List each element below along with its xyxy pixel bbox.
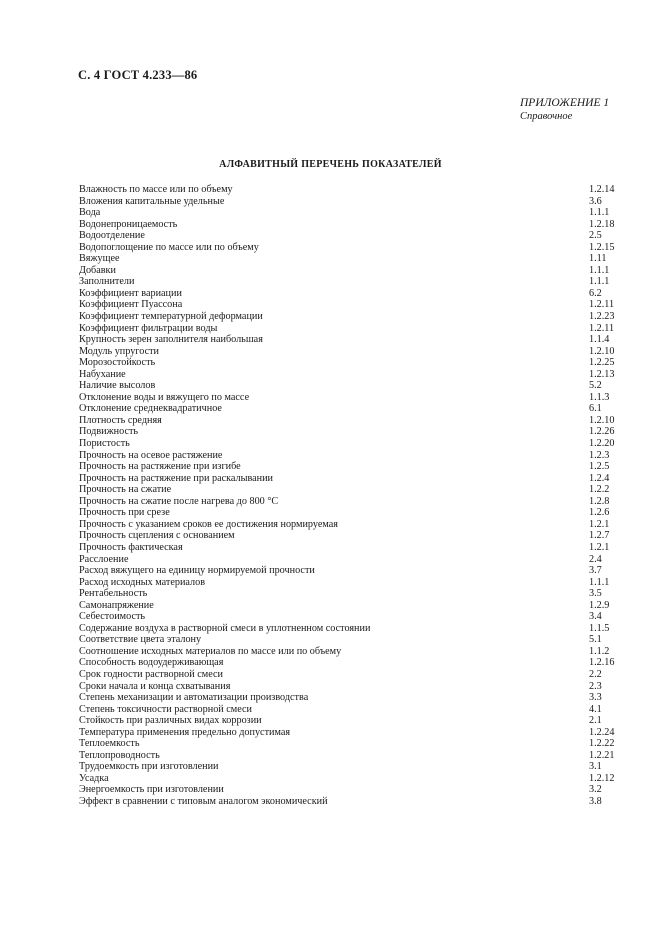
entry-name: Вложения капитальные удельные — [79, 195, 225, 207]
entry-code: 1.2.10 — [589, 345, 615, 357]
entry-name: Коэффициент температурной деформации — [79, 311, 263, 323]
entry-code: 4.1 — [589, 703, 602, 715]
entry-code: 1.2.25 — [589, 357, 615, 369]
list-item — [79, 288, 639, 300]
entry-name: Усадка — [79, 772, 109, 784]
entry-name: Содержание воздуха в растворной смеси в уплотненном состоянии — [79, 622, 371, 634]
entry-code: 1.2.26 — [589, 426, 615, 438]
list-item — [79, 207, 639, 219]
entry-name: Коэффициент Пуассона — [79, 299, 183, 311]
entry-name: Теплоемкость — [79, 738, 140, 750]
entry-name: Прочность на осевое растяжение — [79, 449, 223, 461]
entry-name: Отклонение среднеквадратичное — [79, 403, 222, 415]
entry-name: Соответствие цвета эталону — [79, 634, 202, 646]
entry-name: Отклонение воды и вяжущего по массе — [79, 391, 250, 403]
entry-name: Прочность на растяжение при изгибе — [79, 461, 241, 473]
entry-code: 1.2.22 — [589, 738, 615, 750]
page-title: АЛФАВИТНЫЙ ПЕРЕЧЕНЬ ПОКАЗАТЕЛЕЙ — [219, 159, 442, 170]
entry-code: 3.5 — [589, 588, 602, 600]
list-item — [79, 657, 639, 669]
list-item — [79, 496, 639, 508]
list-item — [79, 426, 639, 438]
entry-code: 3.2 — [589, 784, 602, 796]
list-item — [79, 438, 639, 450]
list-item — [79, 507, 639, 519]
entry-name: Себестоимость — [79, 611, 146, 623]
entry-name: Эффект в сравнении с типовым аналогом экономический — [79, 795, 328, 807]
list-item — [79, 253, 639, 265]
entry-code: 1.2.7 — [589, 530, 610, 542]
list-item — [79, 646, 639, 658]
entry-code: 1.2.2 — [589, 484, 610, 496]
entry-name: Сроки начала и конца схватывания — [79, 680, 231, 692]
index-list — [79, 184, 639, 808]
entry-name: Подвижность — [79, 426, 139, 438]
entry-name: Водоотделение — [79, 230, 145, 242]
list-item — [79, 727, 639, 739]
entry-code: 1.2.1 — [589, 541, 610, 553]
entry-code: 2.3 — [589, 680, 602, 692]
entry-code: 1.2.9 — [589, 599, 610, 611]
entry-code: 3.6 — [589, 195, 602, 207]
entry-code: 1.2.1 — [589, 518, 610, 530]
list-item — [79, 554, 639, 566]
list-item — [79, 681, 639, 693]
list-item — [79, 461, 639, 473]
entry-code: 1.11 — [589, 253, 607, 265]
entry-code: 1.1.4 — [589, 334, 610, 346]
entry-code: 1.2.14 — [589, 184, 615, 195]
entry-name: Прочность при срезе — [79, 507, 170, 519]
entry-name: Прочность с указанием сроков ее достижения нормируемая — [79, 518, 338, 530]
entry-code: 1.2.15 — [589, 241, 615, 253]
list-item — [79, 242, 639, 254]
entry-name: Расслоение — [79, 553, 129, 565]
appendix-label-block — [520, 97, 609, 123]
list-item — [79, 184, 639, 196]
list-item — [79, 796, 639, 808]
entry-code: 3.4 — [589, 611, 602, 623]
entry-code: 1.2.23 — [589, 311, 615, 323]
entry-name: Степень механизации и автоматизации производства — [79, 692, 309, 704]
entry-name: Модуль упругости — [79, 345, 160, 357]
list-item — [79, 265, 639, 277]
entry-code: 3.8 — [589, 795, 602, 807]
entry-name: Наличие высолов — [79, 380, 156, 392]
appendix-label: ПРИЛОЖЕНИЕ 1 — [520, 97, 610, 109]
list-item — [79, 196, 639, 208]
list-item — [79, 473, 639, 485]
list-item — [79, 738, 639, 750]
entry-code: 1.2.13 — [589, 368, 615, 380]
list-item — [79, 669, 639, 681]
entry-name: Коэффициент вариации — [79, 287, 182, 299]
list-item — [79, 380, 639, 392]
entry-code: 1.1.1 — [589, 264, 610, 276]
list-item — [79, 369, 639, 381]
entry-name: Прочность фактическая — [79, 541, 183, 553]
entry-code: 2.5 — [589, 230, 602, 242]
entry-code: 5.2 — [589, 380, 602, 392]
entry-code: 1.2.11 — [589, 322, 615, 334]
entry-name: Энергоемкость при изготовлении — [79, 784, 224, 796]
list-item — [79, 519, 639, 531]
entry-name: Способность водоудерживающая — [79, 657, 224, 669]
entry-name: Трудоемкость при изготовлении — [79, 761, 219, 773]
entry-code: 1.2.11 — [589, 299, 615, 311]
entry-code: 1.1.5 — [589, 622, 610, 634]
entry-code: 2.2 — [589, 668, 602, 680]
list-item — [79, 311, 639, 323]
list-item — [79, 415, 639, 427]
entry-code: 1.2.16 — [589, 657, 615, 669]
list-item — [79, 392, 639, 404]
entry-name: Прочность сцепления с основанием — [79, 530, 235, 542]
list-item — [79, 346, 639, 358]
entry-name: Расход вяжущего на единицу нормируемой прочности — [79, 565, 315, 577]
entry-name: Прочность на растяжение при раскалывании — [79, 472, 273, 484]
entry-name: Температура применения предельно допустимая — [79, 726, 291, 738]
entry-code: 6.1 — [589, 403, 602, 415]
entry-name: Пористость — [79, 438, 130, 450]
entry-name: Самонапряжение — [79, 599, 154, 611]
entry-code: 1.2.6 — [589, 507, 610, 519]
list-item — [79, 761, 639, 773]
list-item — [79, 219, 639, 231]
entry-code: 1.1.1 — [589, 207, 610, 219]
list-item — [79, 334, 639, 346]
list-item — [79, 577, 639, 589]
list-item — [79, 484, 639, 496]
list-item — [79, 704, 639, 716]
entry-code: 2.1 — [589, 715, 602, 727]
entry-name: Степень токсичности растворной смеси — [79, 703, 253, 715]
entry-name: Плотность средняя — [79, 414, 162, 426]
list-item — [79, 299, 639, 311]
list-item — [79, 542, 639, 554]
entry-name: Рентабельность — [79, 588, 148, 600]
entry-code: 1.2.21 — [589, 749, 615, 761]
entry-name: Прочность на сжатие — [79, 484, 172, 496]
entry-name: Добавки — [79, 264, 116, 276]
entry-code: 1.2.4 — [589, 472, 610, 484]
entry-code: 3.3 — [589, 692, 602, 704]
entry-code: 1.2.5 — [589, 461, 610, 473]
list-item — [79, 588, 639, 600]
entry-code: 1.2.3 — [589, 449, 610, 461]
entry-code: 5.1 — [589, 634, 602, 646]
list-item — [79, 323, 639, 335]
entry-name: Влажность по массе или по объему — [79, 184, 233, 195]
entry-name: Вода — [79, 207, 101, 219]
entry-code: 1.2.10 — [589, 414, 615, 426]
list-item — [79, 403, 639, 415]
entry-name: Водопоглощение по массе или по объему — [79, 241, 259, 253]
entry-code: 1.1.2 — [589, 645, 610, 657]
entry-name: Морозостойкость — [79, 357, 156, 369]
list-item — [79, 530, 639, 542]
list-item — [79, 600, 639, 612]
entry-name: Срок годности растворной смеси — [79, 668, 223, 680]
entry-code: 3.7 — [589, 565, 602, 577]
appendix-type: Справочное — [520, 111, 573, 122]
list-item — [79, 623, 639, 635]
entry-code: 1.2.18 — [589, 218, 615, 230]
entry-code: 1.1.3 — [589, 391, 610, 403]
list-item — [79, 692, 639, 704]
entry-code: 3.1 — [589, 761, 602, 773]
entry-name: Коэффициент фильтрации воды — [79, 322, 218, 334]
entry-name: Водонепроницаемость — [79, 218, 178, 230]
list-item — [79, 276, 639, 288]
entry-code: 1.1.1 — [589, 576, 610, 588]
entry-name: Соотношение исходных материалов по массе или по объему — [79, 645, 342, 657]
entry-code: 1.2.24 — [589, 726, 615, 738]
list-item — [79, 230, 639, 242]
list-item — [79, 611, 639, 623]
list-item — [79, 750, 639, 762]
entry-name: Крупность зерен заполнителя наибольшая — [79, 334, 263, 346]
entry-name: Теплопроводность — [79, 749, 160, 761]
entry-name: Заполнители — [79, 276, 135, 288]
list-item — [79, 565, 639, 577]
page-header: С. 4 ГОСТ 4.233—86 — [78, 68, 198, 82]
list-item — [79, 773, 639, 785]
entry-name: Набухание — [79, 368, 126, 380]
entry-code: 1.2.12 — [589, 772, 615, 784]
entry-code: 1.1.1 — [589, 276, 610, 288]
list-item — [79, 715, 639, 727]
list-item — [79, 450, 639, 462]
entry-code: 1.2.8 — [589, 495, 610, 507]
entry-name: Вяжущее — [79, 253, 120, 265]
entry-name: Расход исходных материалов — [79, 576, 206, 588]
entry-code: 1.2.20 — [589, 438, 615, 450]
list-item — [79, 784, 639, 796]
entry-name: Стойкость при различных видах коррозии — [79, 715, 262, 727]
list-item — [79, 634, 639, 646]
entry-name: Прочность на сжатие после нагрева до 800 °С — [79, 495, 279, 507]
entry-code: 6.2 — [589, 287, 602, 299]
entry-code: 2.4 — [589, 553, 602, 565]
list-item — [79, 357, 639, 369]
